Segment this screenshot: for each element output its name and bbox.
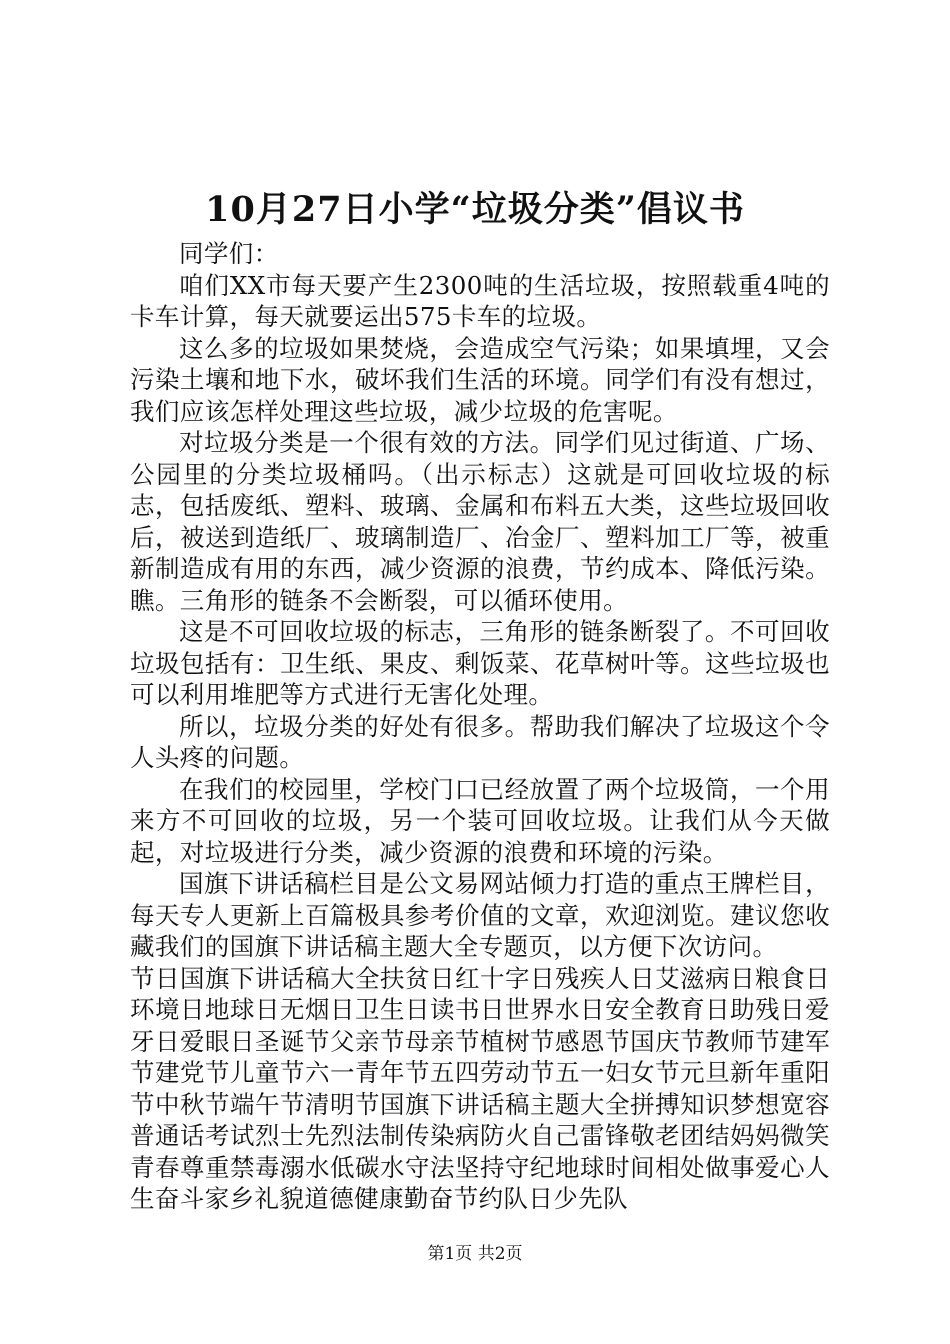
document-body	[130, 238, 830, 1215]
paragraph: 所以，垃圾分类的好处有很多。帮助我们解决了垃圾这个令人头疼的问题。	[130, 711, 830, 772]
paragraph: 这是不可回收垃圾的标志，三角形的链条断裂了。不可回收垃圾包括有：卫生纸、果皮、剩饭菜、花草树叶等。这些垃圾也可以利用堆肥等方式进行无害化处理。	[130, 617, 830, 709]
document-title: 10月27日小学“垃圾分类”倡议书	[205, 189, 745, 230]
paragraph: 对垃圾分类是一个很有效的方法。同学们见过街道、广场、公园里的分类垃圾桶吗。（出示标志）这就是可回收垃圾的标志，包括废纸、塑料、玻璃、金属和布料五大类，这些垃圾回收后，被送到造纸厂、玻璃制造厂、冶金厂、塑料加工厂等，被重新制造成有用的东西，减少资源的浪费，节约成本、降低污染。瞧。三角形的链条不会断裂，可以循环使用。	[130, 428, 830, 615]
tags-block: 节日国旗下讲话稿大全扶贫日红十字日残疾人日艾滋病日粮食日环境日地球日无烟日卫生日读书日世界水日安全教育日助残日爱牙日爱眼日圣诞节父亲节母亲节植树节感恩节国庆节教师节建军节建党节儿童节六一青年节五四劳动节五一妇女节元旦新年重阳节中秋节端午节清明节国旗下讲话稿主题大全拼搏知识梦想宽容普通话考试烈士先烈法制传染病防火自己雷锋敬老团结妈妈微笑青春尊重禁毒溺水低碳水守法坚持守纪地球时间相处做事爱心人生奋斗家乡礼貌道德健康勤奋节约队日少先队	[130, 963, 830, 1213]
paragraph: 在我们的校园里，学校门口已经放置了两个垃圾筒，一个用来方不可回收的垃圾，另一个装可回收垃圾。让我们从今天做起，对垃圾进行分类，减少资源的浪费和环境的污染。	[130, 774, 830, 867]
paragraph: 这么多的垃圾如果焚烧，会造成空气污染；如果填埋，又会污染土壤和地下水，破坏我们生活的环境。同学们有没有想过，我们应该怎样处理这些垃圾，减少垃圾的危害呢。	[130, 333, 830, 426]
page-footer: 第1页 共2页	[427, 1244, 523, 1264]
paragraph: 国旗下讲话稿栏目是公文易网站倾力打造的重点王牌栏目，每天专人更新上百篇极具参考价值的文章，欢迎浏览。建议您收藏我们的国旗下讲话稿主题大全专题页，以方便下次访问。	[130, 869, 830, 961]
paragraph: 咱们XX市每天要产生2300吨的生活垃圾，按照载重4吨的卡车计算，每天就要运出575卡车的垃圾。	[130, 270, 830, 331]
salutation: 同学们：	[179, 239, 279, 268]
